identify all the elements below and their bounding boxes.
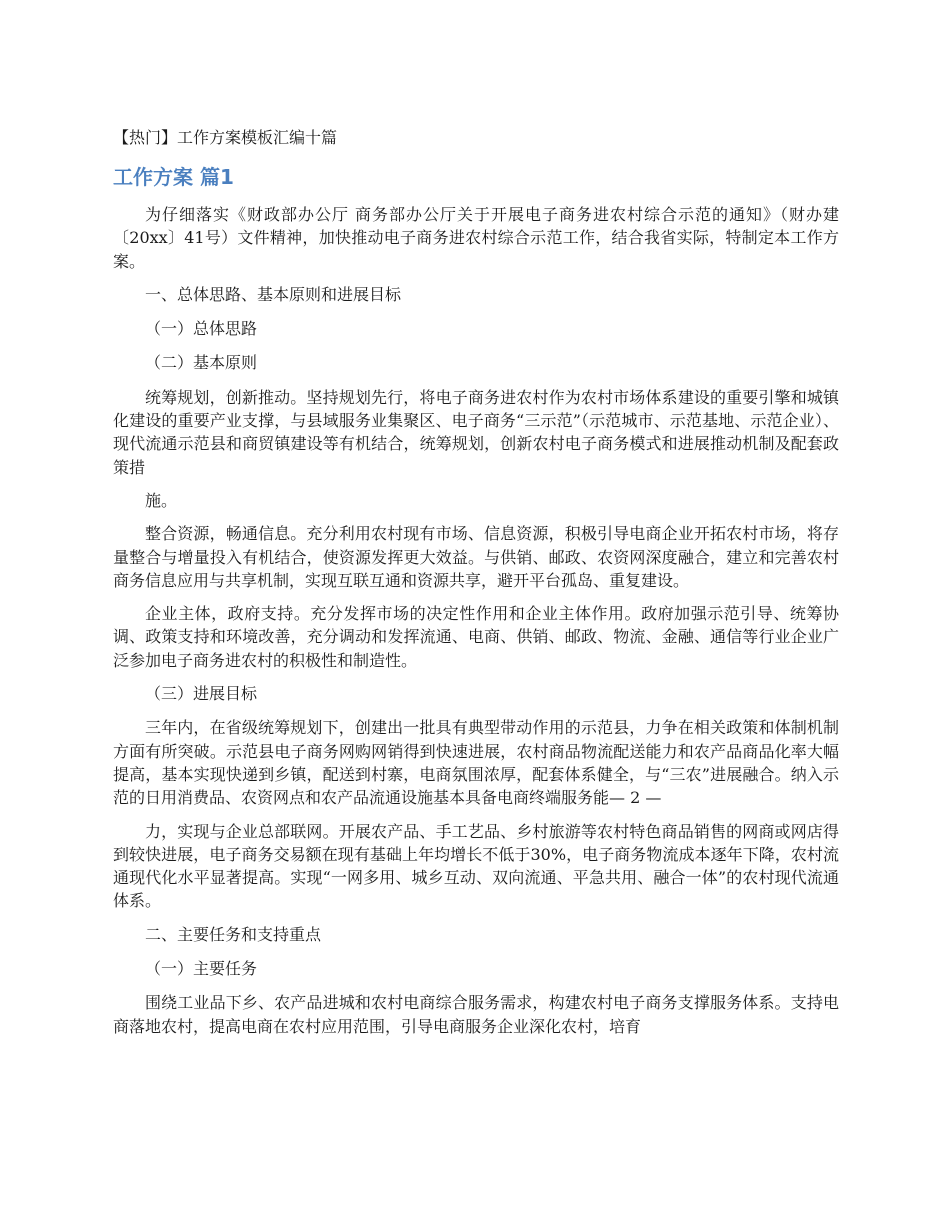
paragraph-principle-resources: 整合资源，畅通信息。充分利用农村现有市场、信息资源，积极引导电商企业开拓农村市场，将存量整合与增量投入有机结合，使资源发挥更大效益。与供销、邮政、农资网深度融合，建立和完善农村商务信息应用与共享机制，实现互联互通和资源共享，避开平台孤岛、重复建设。 <box>113 524 839 590</box>
paragraph-goals: 三年内，在省级统筹规划下，创建出一批具有典型带动作用的示范县，力争在相关政策和体制机制方面有所突破。示范县电子商务网购网销得到快速进展，农村商品物流配送能力和农产品商品化率大幅提高，基本实现快递到乡镇，配送到村寨，电商氛围浓厚，配套体系健全，与“三农”进展融合。纳入示范的日用消费品、农资网点和农产品流通设施基本具备电商终端服务能— 2 — <box>113 718 839 808</box>
paragraph-principle-planning: 统筹规划，创新推动。坚持规划先行，将电子商务进农村作为农村市场体系建设的重要引擎和城镇化建设的重要产业支撑，与县域服务业集聚区、电子商务“三示范”（示范城市、示范基地、示范企业）、现代流通示范县和商贸镇建设等有机结合，统筹规划，创新农村电子商务模式和进展推动机制及配套政策措 <box>113 387 839 477</box>
subheading-main-tasks: （一）主要任务 <box>145 959 258 979</box>
paragraph-goals-cont: 力，实现与企业总部联网。开展农产品、手工艺品、乡村旅游等农村特色商品销售的网商或网店得到较快进展，电子商务交易额在现有基础上年均增长不低于30%，电子商务物流成本逐年下降，农村流通现代化水平显著提高。实现“一网多用、城乡互动、双向流通、平急共用、融合一体”的农村现代流通体系。 <box>113 821 839 911</box>
section-heading: 工作方案 篇1 <box>113 165 234 189</box>
paragraph-intro: 为仔细落实《财政部办公厅 商务部办公厅关于开展电子商务进农村综合示范的通知》（财办建〔20xx〕41号）文件精神，加快推动电子商务进农村综合示范工作，结合我省实际，特制定本工作方案。 <box>113 205 839 271</box>
paragraph-main-tasks: 围绕工业品下乡、农产品进城和农村电商综合服务需求，构建农村电子商务支撑服务体系。支持电商落地农村，提高电商在农村应用范围，引导电商服务企业深化农村，培育 <box>113 993 839 1036</box>
subheading-overall-approach: （一）总体思路 <box>145 319 258 339</box>
subheading-basic-principles: （二）基本原则 <box>145 353 258 373</box>
document-body <box>113 203 839 1048</box>
paragraph-principle-enterprise: 企业主体，政府支持。充分发挥市场的决定性作用和企业主体作用。政府加强示范引导、统筹协调、政策支持和环境改善，充分调动和发挥流通、电商、供销、邮政、物流、金融、通信等行业企业广泛参加电子商务进农村的积极性和制造性。 <box>113 604 839 670</box>
document-title: 【热门】工作方案模板汇编十篇 <box>113 128 338 147</box>
heading-part-one: 一、总体思路、基本原则和进展目标 <box>145 284 402 304</box>
heading-part-two: 二、主要任务和支持重点 <box>145 924 322 944</box>
paragraph-principle-planning-cont: 施。 <box>145 490 178 510</box>
subheading-development-goals: （三）进展目标 <box>145 684 258 704</box>
